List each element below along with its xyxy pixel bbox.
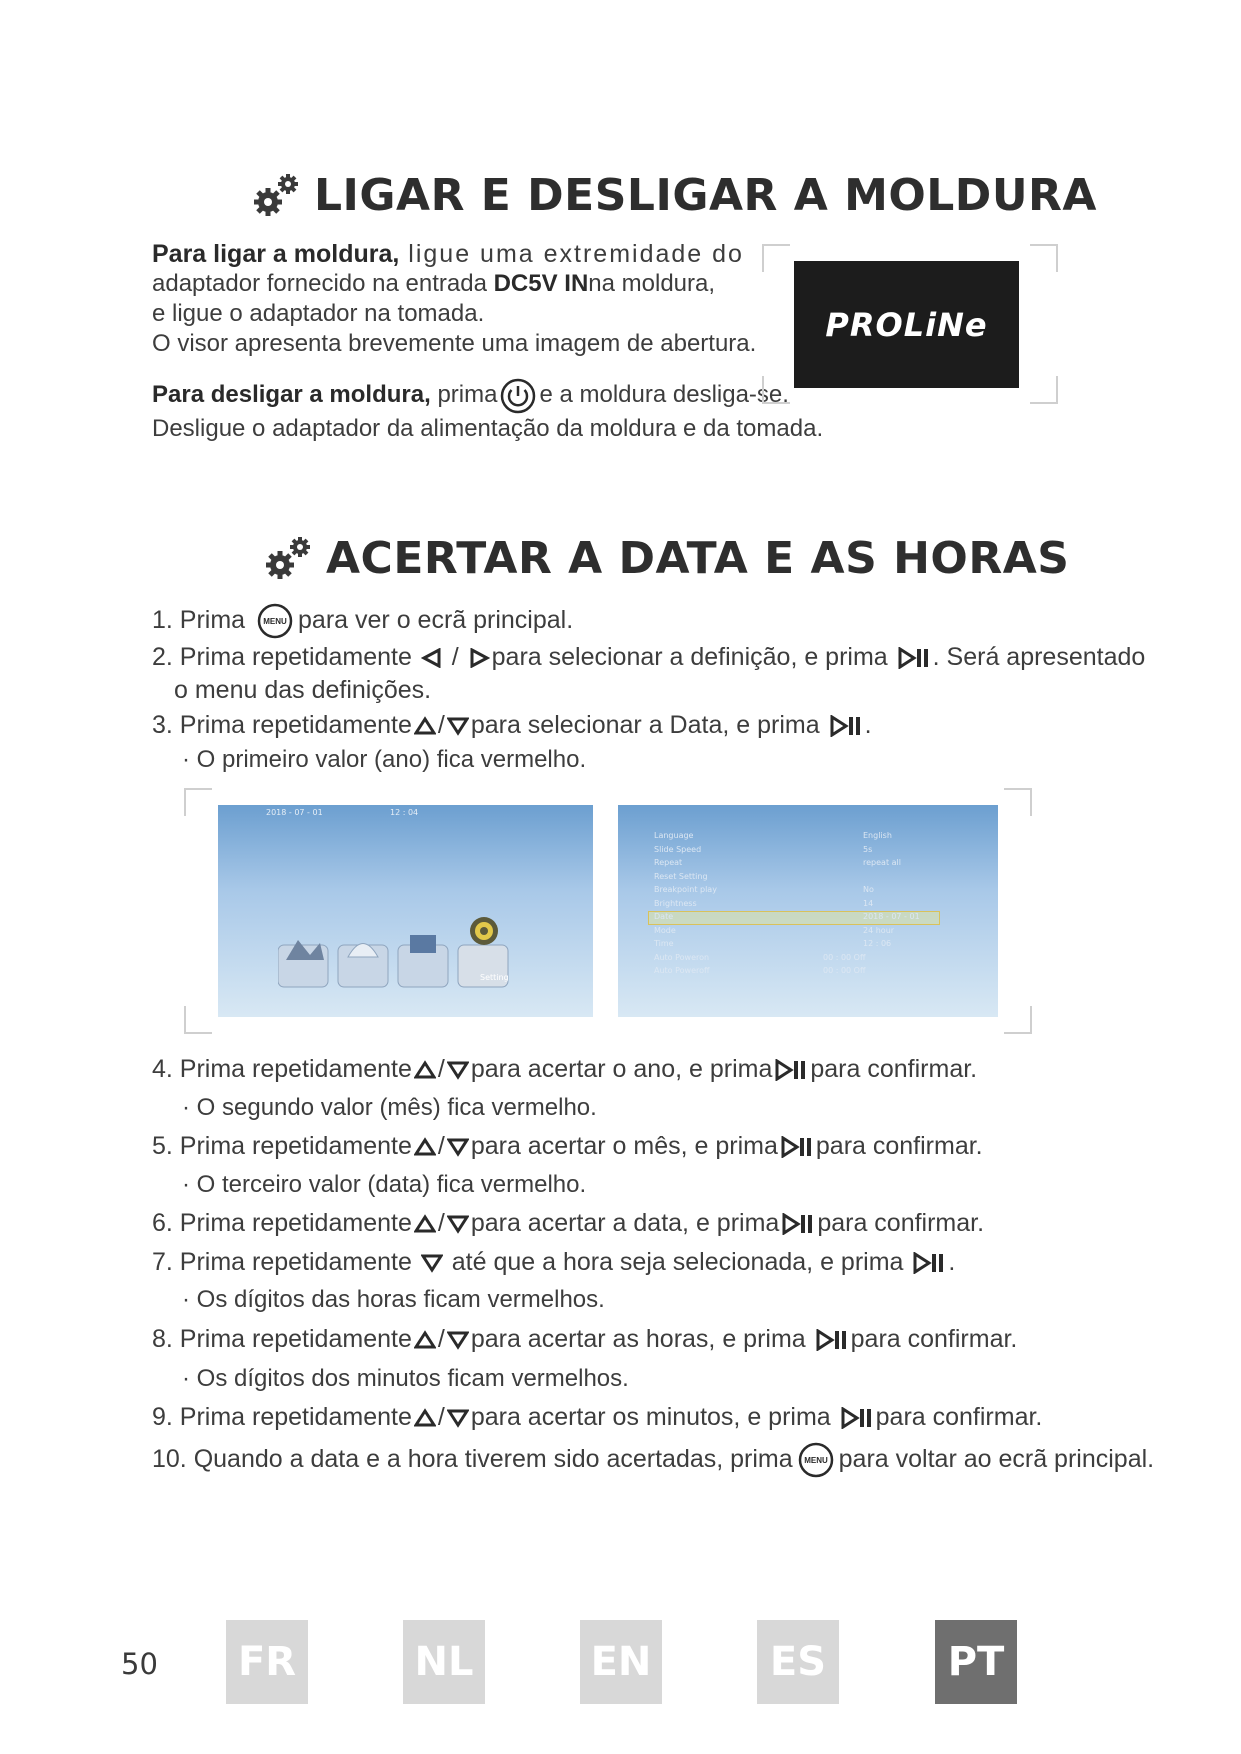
step-5-text-a: 5. Prima repetidamente <box>152 1132 412 1160</box>
power-icon <box>499 377 537 415</box>
step-4-sub: · O segundo valor (mês) fica vermelho. <box>182 1094 597 1121</box>
proline-logo-image <box>794 261 1019 388</box>
step-5 <box>152 1129 983 1163</box>
step-8-text-a: 8. Prima repetidamente <box>152 1325 412 1353</box>
settings-row-label: Auto Poweroff <box>654 966 710 975</box>
menu-button-icon <box>797 1441 835 1479</box>
down-arrow-icon <box>447 1137 469 1157</box>
settings-row-value: 24 hour <box>863 925 895 935</box>
power-off-lead: Para desligar a moldura, <box>152 381 431 408</box>
step-3-text-a: 3. Prima repetidamente <box>152 711 412 739</box>
left-arrow-icon <box>421 648 443 668</box>
step-5-text-d: para confirmar. <box>815 1132 983 1160</box>
step-3-slash: / <box>437 711 445 739</box>
down-arrow-icon <box>447 1060 469 1080</box>
step-9-slash: / <box>437 1403 445 1431</box>
power-off-line2: Desligue o adaptador da alimentação da moldura e da tomada. <box>152 415 824 442</box>
lang-tab-nl[interactable]: NL <box>403 1620 485 1704</box>
section-title-datetime-text: ACERTAR A DATA E AS HORAS <box>326 533 1070 584</box>
gears-icon <box>262 533 318 583</box>
step-1-text-a: 1. Prima <box>152 606 253 634</box>
dc-in-label: DC5V IN <box>493 270 589 297</box>
up-arrow-icon <box>414 1060 436 1080</box>
settings-row-value: 14 <box>863 898 874 908</box>
settings-row-label: Breakpoint play <box>654 885 717 894</box>
step-8-text-d: para confirmar. <box>850 1325 1018 1353</box>
screen-time: 12 : 04 <box>390 808 419 817</box>
settings-row-label: Mode <box>654 925 676 935</box>
power-on-line2a: adaptador fornecido na entrada <box>152 270 494 297</box>
screens-frame-corner-tl <box>184 788 212 816</box>
right-arrow-icon <box>468 648 490 668</box>
lang-tab-pt[interactable]: PT <box>935 1620 1017 1704</box>
power-off-a: prima <box>430 381 498 408</box>
down-arrow-icon <box>447 1214 469 1234</box>
main-screen-screenshot <box>218 805 593 1017</box>
step-5-sub: · O terceiro valor (data) fica vermelho. <box>182 1171 587 1198</box>
step-7-text-a: 7. Prima repetidamente <box>152 1248 419 1276</box>
power-on-lead: Para ligar a moldura, <box>152 240 400 268</box>
step-2 <box>152 640 1145 674</box>
settings-row-value: 2018 - 07 - 01 <box>863 912 920 921</box>
power-on-line4: O visor apresenta brevemente uma imagem de abertura. <box>152 330 757 357</box>
up-arrow-icon <box>414 1408 436 1428</box>
settings-row-label: Language <box>654 831 694 840</box>
lang-tab-es[interactable]: ES <box>757 1620 839 1704</box>
step-4-text-c: para acertar o ano, e prima <box>470 1055 773 1083</box>
proline-logo-text: PROLiNe <box>825 305 988 344</box>
step-2-text-d: . Será apresentado <box>932 643 1146 671</box>
step-9-text-d: para confirmar. <box>875 1403 1043 1431</box>
screens-frame-corner-br <box>1004 1006 1032 1034</box>
step-6-text-a: 6. Prima repetidamente <box>152 1209 412 1237</box>
settings-row-value: 12 : 06 <box>863 939 892 948</box>
settings-row-label: Reset Setting <box>654 871 708 881</box>
step-7-text-c: até que a hora seja selecionada, e prima <box>444 1248 911 1276</box>
settings-row-value: 5s <box>863 844 873 854</box>
down-arrow-icon <box>447 1330 469 1350</box>
logo-frame-corner-br <box>1030 376 1058 404</box>
settings-row-value: English <box>863 831 892 840</box>
main-menu-icons <box>278 915 578 1005</box>
up-arrow-icon <box>414 1137 436 1157</box>
step-4-text-a: 4. Prima repetidamente <box>152 1055 412 1083</box>
section-title-power <box>250 170 1097 221</box>
settings-row-label: Brightness <box>654 898 697 908</box>
play-pause-icon <box>774 1059 808 1081</box>
play-pause-icon <box>829 715 863 737</box>
step-4 <box>152 1052 977 1086</box>
play-pause-icon <box>815 1329 849 1351</box>
step-8-sub: · Os dígitos dos minutos ficam vermelhos. <box>182 1365 629 1392</box>
menu-button-icon <box>256 602 294 640</box>
step-7-sub: · Os dígitos das horas ficam vermelhos. <box>182 1286 605 1313</box>
step-10 <box>152 1438 1154 1480</box>
power-off-paragraph <box>152 376 823 444</box>
screen-date: 2018 - 07 - 01 <box>266 808 323 817</box>
svg-text:MENU: MENU <box>263 617 287 627</box>
play-pause-icon <box>912 1252 946 1274</box>
down-arrow-icon <box>447 1408 469 1428</box>
settings-row-label: Time <box>654 939 674 948</box>
step-8-slash: / <box>437 1325 445 1353</box>
step-2-text-c: para selecionar a definição, e prima <box>491 643 895 671</box>
play-pause-icon <box>840 1407 874 1429</box>
section-title-power-text: LIGAR E DESLIGAR A MOLDURA <box>314 170 1097 221</box>
play-pause-icon <box>897 647 931 669</box>
up-arrow-icon <box>414 716 436 736</box>
step-1 <box>152 600 573 640</box>
power-on-line3: e ligue o adaptador na tomada. <box>152 300 485 327</box>
step-9 <box>152 1400 1042 1434</box>
settings-screen-screenshot <box>618 805 998 1017</box>
lang-tab-fr[interactable]: FR <box>226 1620 308 1704</box>
step-3-text-d: . <box>864 711 872 739</box>
logo-frame-corner-tl <box>762 244 790 272</box>
logo-frame-corner-bl <box>762 376 790 404</box>
step-9-text-a: 9. Prima repetidamente <box>152 1403 412 1431</box>
step-2-text-a: 2. Prima repetidamente <box>152 643 419 671</box>
settings-row-label: Repeat <box>654 858 683 867</box>
up-arrow-icon <box>414 1214 436 1234</box>
down-arrow-icon <box>447 716 469 736</box>
step-4-slash: / <box>437 1055 445 1083</box>
step-5-slash: / <box>437 1132 445 1160</box>
screens-frame-corner-bl <box>184 1006 212 1034</box>
step-10-text-b: para voltar ao ecrã principal. <box>838 1445 1155 1473</box>
step-1-text-b: para ver o ecrã principal. <box>298 606 574 634</box>
step-7 <box>152 1245 955 1279</box>
up-arrow-icon <box>414 1330 436 1350</box>
step-4-text-d: para confirmar. <box>810 1055 978 1083</box>
play-pause-icon <box>781 1213 815 1235</box>
step-3-sub: · O primeiro valor (ano) fica vermelho. <box>182 746 587 773</box>
power-on-line2c: na moldura, <box>588 270 716 297</box>
svg-text:MENU: MENU <box>803 1456 828 1466</box>
settings-row-value: repeat all <box>863 858 901 867</box>
step-10-text-a: 10. Quando a data e a hora tiverem sido acertadas, prima <box>152 1445 793 1473</box>
step-7-text-d: . <box>948 1248 956 1276</box>
settings-row-value: No <box>863 885 874 894</box>
step-6-text-c: para acertar a data, e prima <box>470 1209 780 1237</box>
screens-frame-corner-tr <box>1004 788 1032 816</box>
page-number: 50 <box>121 1647 158 1681</box>
gears-icon <box>250 170 306 220</box>
step-8-text-c: para acertar as horas, e prima <box>470 1325 813 1353</box>
screen-setting-label: Setting <box>480 973 509 982</box>
step-5-text-c: para acertar o mês, e prima <box>470 1132 778 1160</box>
settings-row-label: Slide Speed <box>654 844 702 854</box>
step-3-text-c: para selecionar a Data, e prima <box>470 711 827 739</box>
step-3 <box>152 708 872 742</box>
step-6-text-d: para confirmar. <box>817 1209 985 1237</box>
step-2-line2: o menu das definições. <box>174 676 432 704</box>
settings-row-value: 00 : 00 Off <box>823 966 866 975</box>
power-on-paragraph <box>152 239 756 359</box>
logo-frame-corner-tr <box>1030 244 1058 272</box>
settings-row-value: 00 : 00 Off <box>823 952 866 962</box>
play-pause-icon <box>780 1136 814 1158</box>
settings-row-label: Date <box>654 912 674 921</box>
down-arrow-icon <box>421 1253 443 1273</box>
power-on-line1: ligue uma extremidade do <box>399 240 744 268</box>
step-6 <box>152 1206 984 1240</box>
step-2-slash: / <box>444 643 466 671</box>
step-6-slash: / <box>437 1209 445 1237</box>
settings-row-label: Auto Poweron <box>654 952 710 962</box>
step-8 <box>152 1322 1017 1356</box>
power-off-b: e a moldura desliga-se. <box>539 381 789 408</box>
step-9-text-c: para acertar os minutos, e prima <box>470 1403 838 1431</box>
section-title-datetime <box>262 533 1069 584</box>
lang-tab-en[interactable]: EN <box>580 1620 662 1704</box>
